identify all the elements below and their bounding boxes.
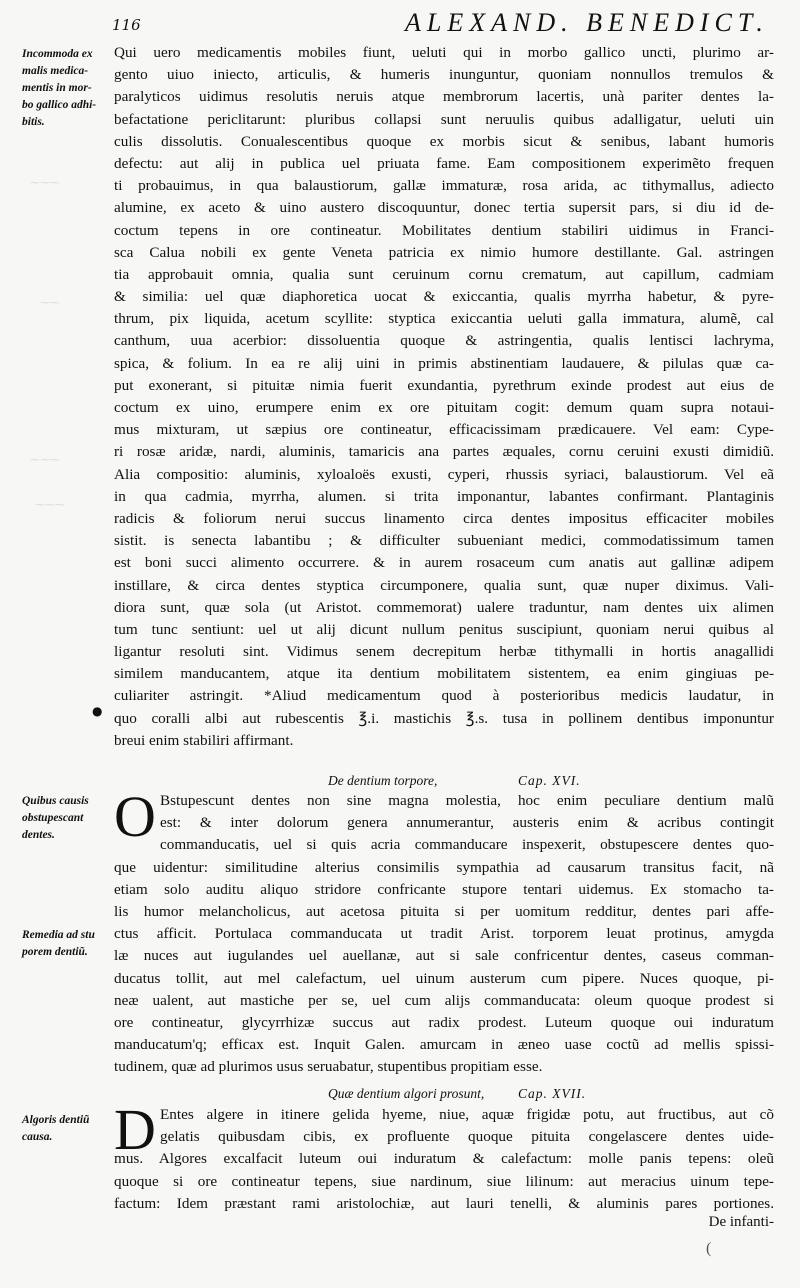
catchword: De infanti- (708, 1214, 774, 1230)
text-line: tum tunc sentiunt: uel ut alij dicunt nullum penitus suscipiunt, quoniam nerui quibus al (114, 620, 774, 638)
page-number: 116 (112, 16, 141, 34)
margin-note (22, 46, 114, 131)
page-header (0, 6, 800, 38)
text-line: diora sunt, quæ sola (ut Aristot. commemorat) ualere traduntur, nam dentes uix alimen (114, 598, 774, 616)
text-line: mus. Algores excalfacit luteum oui induratum & calefactum: molle panis tepens: oleũ (114, 1150, 774, 1168)
margin-note-line: bo gallico adhi- (22, 99, 97, 111)
text-line: & similia: uel quæ diaphoretica uocat & exiccantia, qualis myrrha habetur, & pyre- (114, 288, 774, 306)
text-line: ri rosæ aridæ, nardi, aluminis, tamaricis ana partes æquales, cornu ceruini exusti dimidiũ. (114, 443, 774, 461)
text-line: befactatione periclitarunt: pluribus collapsi sunt neruulis quibus adalligatur, ueluti uin (114, 110, 774, 128)
text-line: breui enim stabiliri affirmant. (114, 731, 294, 749)
text-line: gento uiuo iniecto, articulis, & humeris inunguntur, quoniam nonnullos tremulos & (114, 66, 774, 84)
running-head: ALEXAND. BENEDICT. (405, 8, 769, 37)
text-line: quo coralli albi aut rubescentis ℥.i. mastichis ℥.s. tusa in pollinem dentibus imponuntur (114, 709, 774, 727)
text-line: etiam solo auditu aliquo stridore confricante stupore tentari uidemus. Ex stomacho ta- (114, 880, 774, 898)
text-line: que uidentur: similitudine alterius consimilis sympathia ad causarum transitus facit, nã (114, 858, 774, 876)
text-line: est: & inter dolorum genera annumerantur, austeris enim & acribus contingit (160, 814, 774, 832)
margin-note-line: mentis in mor- (22, 82, 92, 94)
bullet-mark: ● (92, 704, 103, 718)
text-line: læ nuces aut iugulandes uel auellanæ, aut si sale confricentur dentes, caseus comman- (114, 947, 774, 965)
text-line: ligantur resoluti sint. Vidimus senem decrepitum herbæ tithymalli in hortis anagallidi (114, 643, 774, 661)
text-line: Bstupescunt dentes non sine magna molestia, hoc enim peculiare dentium malũ (160, 792, 774, 809)
margin-note-line: obstupescant (22, 812, 84, 824)
chapter-number: Cap. XVI. (518, 773, 581, 788)
chapter-title: Quæ dentium algori prosunt, (328, 1086, 485, 1101)
text-line: spica, & folium. In ea re alij uini in primis abstinentiam laudauere, & pilulas quæ ca- (114, 354, 774, 372)
text-line: culis dissolutis. Conualescentibus quoque ex morbis sicut & senibus, labant humoris (114, 132, 774, 150)
text-line: culiariter astringit. *Aliud medicamentum quod à posterioribus medicis laudatur, in (114, 687, 774, 705)
text-line: in qua cadmia, myrrha, alumen. si trita imponantur, labantes confirmant. Plantaginis (114, 487, 774, 505)
margin-note-line: Remedia ad stu (22, 929, 95, 941)
margin-note-line: Quibus causis (22, 795, 89, 807)
margin-note-line: dentes. (22, 829, 55, 841)
body-paragraph (160, 1104, 774, 1148)
body-paragraph (114, 1148, 774, 1215)
text-line: est boni succi alimento occurrere. & in aurem rosaceum cum anatis aut gallinæ adipem (114, 554, 774, 572)
text-line: paralyticos uidimus resolutis neruis atque membrorum lacertis, unà pariter dentes la- (114, 88, 774, 106)
text-line: ducatus tollit, aut mel calefactum, uel uinum austerum cum pipere. Nuces quoque, pi- (114, 969, 774, 987)
text-line: similem manducantem, atque ita dentium mobilitatem sistentem, ea enim gingiuas pe- (114, 665, 774, 683)
bleed-through-mark: ⁓⁓⁓ (35, 500, 65, 511)
margin-note-line: bitis. (22, 116, 45, 128)
bleed-through-mark: ⁓⁓⁓ (30, 178, 60, 189)
drop-cap: D (114, 1097, 156, 1162)
text-line: quoque si ore contineatur tepens, siue nardinum, siue lilinum: aut meracius uinum tepe- (114, 1172, 774, 1190)
chapter-title: De dentium torpore, (328, 773, 438, 788)
bleed-through-mark: ⁓⁓ (40, 298, 60, 309)
text-line: alumine, ex aceto & uino austero discoquuntur, donec tertia supersit pars, si diu id de- (114, 199, 774, 217)
text-line: tia approbauit omnia, qualia sunt ceruinum cornu crematum, aut capillum, cadmiam (114, 265, 774, 283)
chapter-heading (114, 770, 774, 792)
margin-note (22, 1112, 114, 1146)
body-paragraph (114, 42, 774, 752)
text-line: neæ ualent, aut mastiche per se, uel cum alijs commanducata: oleum quoque prodest si (114, 991, 774, 1009)
margin-note-line: Algoris dentiũ (22, 1114, 90, 1126)
margin-note (22, 927, 114, 961)
text-line: coctum ex uino, erumpere enim ex ore pituitam cogit: demum quam supra notaui- (114, 399, 774, 416)
text-line: defectu: aut alij in publica uel priuata fame. Eam compositionem experimẽto frequen (114, 154, 774, 172)
text-line: Entes algere in itinere gelida hyeme, niue, aquæ frigidæ potu, aut fructibus, aut cõ (160, 1106, 774, 1123)
text-line: gelatis quibusdam cibis, ex profluente quoque pituita congelascere dentes uide- (160, 1128, 774, 1146)
body-paragraph (160, 790, 774, 857)
text-line: canthum, uua acerbior: dissoluentia quoque & astringentia, qualis lentisci lachryma, (114, 332, 774, 350)
margin-mark: ( (706, 1240, 712, 1257)
text-line: thrum, pix liquida, acetum scyllite: styptica exiccantia ueluti galla immatura, alumẽ, cal (114, 310, 774, 328)
body-paragraph (114, 857, 774, 1079)
text-line: coctum tepens in ore contineatur. Mobilitates dentium stabiliri uidimus in Franci- (114, 221, 774, 239)
margin-note (22, 793, 114, 844)
text-line: tudinem, quæ ad plurimos usus seruabatur, stupentibus propitiam esse. (114, 1058, 543, 1076)
text-line: Alia compositio: aluminis, xyloaloës exusti, cyperi, rhussis syriaci, balaustiorum. Vel eã (114, 465, 774, 483)
text-line: lis humor melancholicus, aut acetosa pituita si per uomitum redditur, dentes pari affe- (114, 902, 774, 920)
margin-note-line: causa. (22, 1131, 53, 1143)
text-line: sistit. is senecta labantibu ; & difficulter subueniant medici, commodatissimum tamen (114, 532, 774, 550)
margin-note-line: Incommoda ex (22, 48, 93, 60)
bleed-through-mark: ⁓⁓⁓ (30, 455, 60, 466)
text-line: Qui uero medicamentis mobiles fiunt, ueluti qui in morbo gallico uncti, plurimo ar- (114, 44, 774, 61)
text-line: mus mixturam, ut sæpius ore contineatur, efficacissimam prædicauere. Vel eam: Cype- (114, 421, 774, 439)
text-line: sca Calua nobili ex gente Veneta patricia ex nimio humore destillante. Gal. astringen (114, 243, 774, 261)
text-line: ore contineatur, glycyrrhizæ succus aut radix prodest. Luteum quoque oui induratum (114, 1013, 774, 1031)
text-line: instillare, & circa dentes styptica circumponere, qualia sunt, quæ nuper diximus. Vali- (114, 576, 774, 594)
chapter-number: Cap. XVII. (518, 1086, 587, 1101)
text-line: manducatum'q; efficax est. Inquit Galen. amurcam in æneo uase coctũ ad mellis spissi- (114, 1036, 774, 1054)
margin-note-line: porem dentiũ. (22, 946, 88, 958)
chapter-heading (114, 1083, 774, 1105)
margin-note-line: malis medica- (22, 65, 89, 77)
drop-cap: O (114, 784, 156, 849)
text-line: ctus afficit. Portulaca commanducata ut tradit Arist. torporem leuat protinus, amygda (114, 925, 774, 943)
text-line: put exonerant, si pituitæ nimia fuerit exundantia, pyrethrum exinde prodest aut eius de (114, 376, 774, 394)
text-line: radicis & foliorum nerui succus linamento circa dentes impositus efficaciter mobiles (114, 509, 774, 527)
text-line: commanducatis, uel si quis acria commanducare inspexerit, obstupescere dentes quo- (160, 836, 774, 854)
text-line: factum: Idem præstant rami aristolochiæ, aut lauri tenelli, & aluminis pares portiones. (114, 1194, 774, 1212)
text-line: ti probauimus, in qua balaustiorum, gallæ immaturæ, rosa arida, ac tithymallus, adiecto (114, 177, 774, 195)
